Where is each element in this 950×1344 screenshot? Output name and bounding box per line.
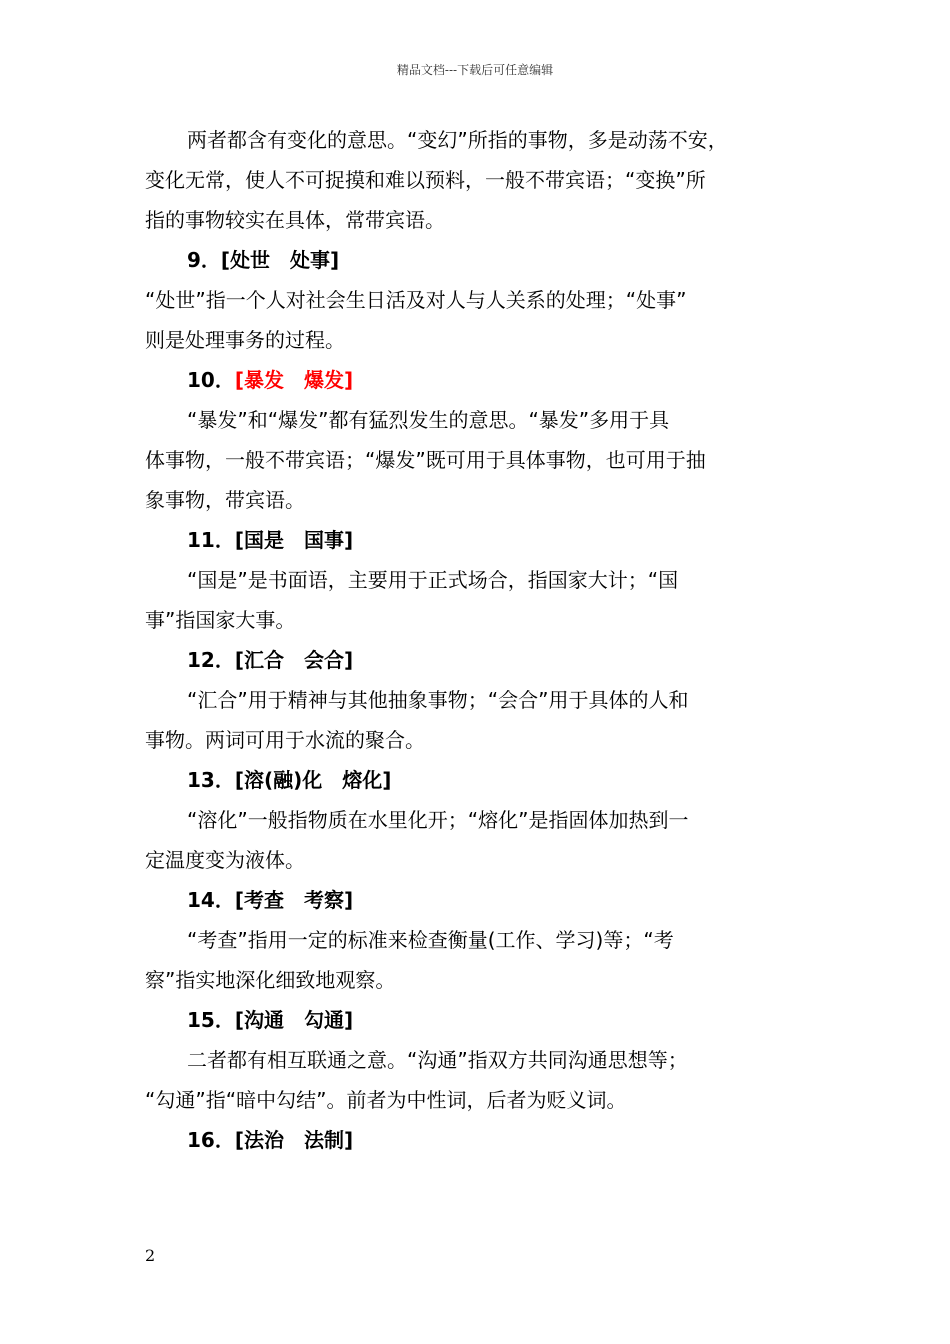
paragraph-line: 察”指实地深化细致地观察。 <box>145 968 396 992</box>
entry-heading <box>145 880 795 920</box>
document-body <box>145 120 795 1160</box>
paragraph-line: 两者都含有变化的意思。“变幻”所指的事物，多是动荡不安， <box>187 128 728 152</box>
entry-term: [国是 国事] <box>234 528 354 552</box>
paragraph-line: 事物。两词可用于水流的聚合。 <box>145 728 425 752</box>
entry-number: 10． <box>187 368 235 392</box>
entry-heading <box>145 1120 795 1160</box>
paragraph-line: 事”指国家大事。 <box>145 608 296 632</box>
entry-number: 14． <box>187 888 235 912</box>
paragraph-line: 则是处理事务的过程。 <box>145 328 345 352</box>
entry-heading <box>145 360 795 400</box>
entry-term: [汇合 会合] <box>234 648 354 672</box>
paragraph-line: 变化无常，使人不可捉摸和难以预料，一般不带宾语；“变换”所 <box>145 168 706 192</box>
entry-number: 12． <box>187 648 235 672</box>
entry-term: [暴发 爆发] <box>234 368 354 392</box>
entry-number: 15． <box>187 1008 235 1032</box>
page-header: 精品文档---下载后可任意编辑 <box>396 63 554 77</box>
entry-number: 13． <box>187 768 235 792</box>
paragraph-line: “汇合”用于精神与其他抽象事物；“会合”用于具体的人和 <box>187 688 689 712</box>
entry-number: 11． <box>187 528 235 552</box>
paragraph-line: “勾通”指“暗中勾结”。前者为中性词，后者为贬义词。 <box>145 1088 627 1112</box>
entry-term: [溶(融)化 熔化] <box>234 768 392 792</box>
entry-number: 16． <box>187 1128 235 1152</box>
paragraph-line: 体事物，一般不带宾语；“爆发”既可用于具体事物，也可用于抽 <box>145 448 706 472</box>
paragraph-line: “暴发”和“爆发”都有猛烈发生的意思。“暴发”多用于具 <box>187 408 670 432</box>
entry-heading <box>145 760 795 800</box>
entry-heading <box>145 1000 795 1040</box>
entry-number: 9． <box>187 248 221 272</box>
paragraph-line: “处世”指一个人对社会生日活及对人与人关系的处理；“处事” <box>145 288 687 312</box>
entry-term: [法治 法制] <box>234 1128 354 1152</box>
paragraph-line: “国是”是书面语，主要用于正式场合，指国家大计；“国 <box>187 568 679 592</box>
page-number: 2 <box>145 1246 156 1265</box>
entry-term: [沟通 勾通] <box>234 1008 354 1032</box>
entry-heading <box>145 520 795 560</box>
paragraph-line: 象事物，带宾语。 <box>145 488 305 512</box>
paragraph-line: “考查”指用一定的标准来检查衡量(工作、学习)等；“考 <box>187 928 674 952</box>
paragraph-line: 指的事物较实在具体，常带宾语。 <box>145 208 445 232</box>
entry-heading <box>145 640 795 680</box>
paragraph-line: “溶化”一般指物质在水里化开；“熔化”是指固体加热到一 <box>187 808 689 832</box>
entry-term: [考查 考察] <box>234 888 354 912</box>
paragraph-line: 定温度变为液体。 <box>145 848 305 872</box>
entry-heading <box>145 240 795 280</box>
entry-term: [处世 处事] <box>220 248 340 272</box>
paragraph-line: 二者都有相互联通之意。“沟通”指双方共同沟通思想等； <box>187 1048 688 1072</box>
